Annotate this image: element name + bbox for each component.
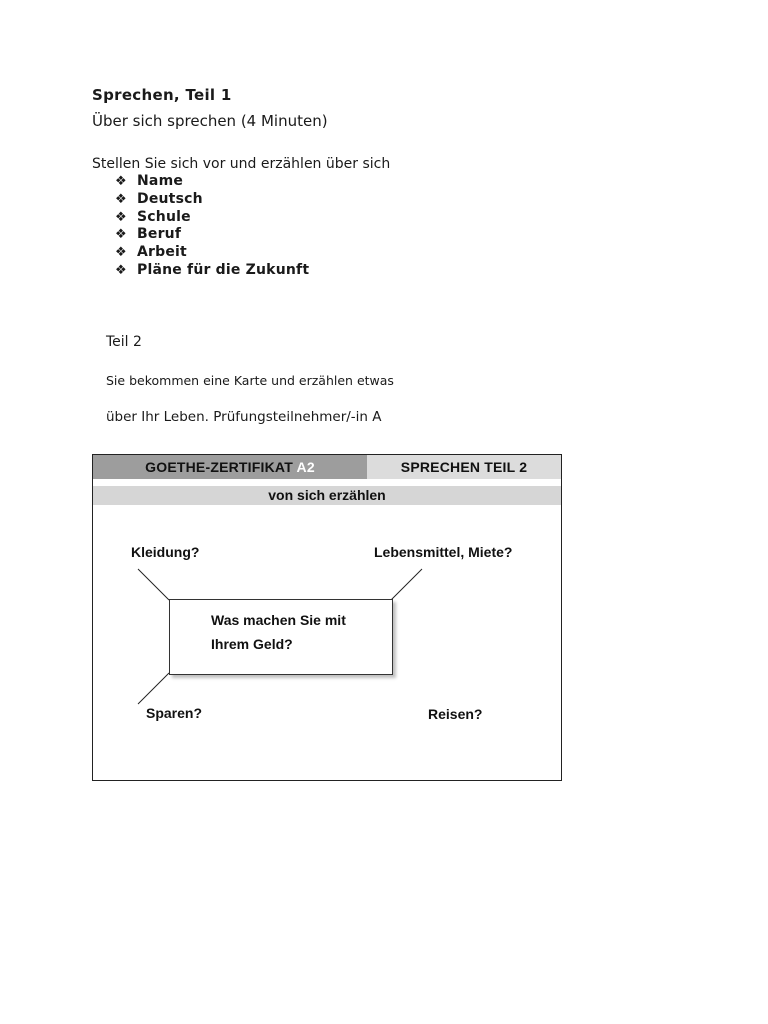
list-item: [115, 244, 309, 262]
prompt-top-right: Lebensmittel, Miete?: [374, 544, 513, 560]
list-item-label: Beruf: [137, 226, 182, 243]
diamond-bullet-icon: ❖: [115, 174, 127, 189]
central-question: Was machen Sie mit Ihrem Geld?: [211, 612, 346, 652]
prompt-bottom-right: Reisen?: [428, 706, 483, 722]
list-item-label: Name: [137, 173, 184, 189]
list-item: [115, 209, 309, 227]
connector-line-bottom-left: [138, 673, 169, 704]
certificate-name: GOETHE-ZERTIFIKAT: [145, 459, 293, 475]
list-item-label: Deutsch: [137, 190, 203, 207]
central-question-box: [169, 599, 393, 675]
list-item-label: Pläne für die Zukunft: [137, 261, 310, 278]
list-item-label: Arbeit: [137, 244, 187, 261]
exam-card: [92, 454, 562, 781]
intro-text: Stellen Sie sich vor und erzählen über sich: [92, 156, 391, 172]
diamond-bullet-icon: ❖: [115, 262, 127, 278]
diamond-bullet-icon: ❖: [115, 227, 127, 243]
card-header-section: SPRECHEN TEIL 2: [367, 455, 561, 479]
part2-heading: Teil 2: [106, 334, 142, 350]
connector-line-top-left: [138, 569, 169, 600]
section-title: Sprechen, Teil 1: [92, 86, 232, 104]
part2-description-line2: über Ihr Leben. Prüfungsteilnehmer/-in A: [106, 409, 382, 425]
prompt-bottom-left: Sparen?: [146, 705, 203, 721]
list-item: [115, 173, 309, 191]
topic-list: [115, 173, 309, 280]
diamond-bullet-icon: ❖: [115, 245, 127, 261]
diamond-bullet-icon: ❖: [115, 209, 127, 225]
list-item: [115, 226, 309, 244]
prompt-top-left: Kleidung?: [131, 544, 200, 560]
connector-line-top-right: [391, 569, 422, 600]
list-item-label: Schule: [137, 208, 191, 225]
part2-description-line1: Sie bekommen eine Karte und erzählen etwas: [106, 373, 394, 388]
list-item: [115, 191, 309, 209]
section-subtitle: Über sich sprechen (4 Minuten): [92, 112, 328, 130]
list-item: [115, 262, 309, 280]
diamond-bullet-icon: ❖: [115, 191, 127, 207]
certificate-level: A2: [296, 459, 315, 475]
card-topic: von sich erzählen: [93, 486, 561, 505]
